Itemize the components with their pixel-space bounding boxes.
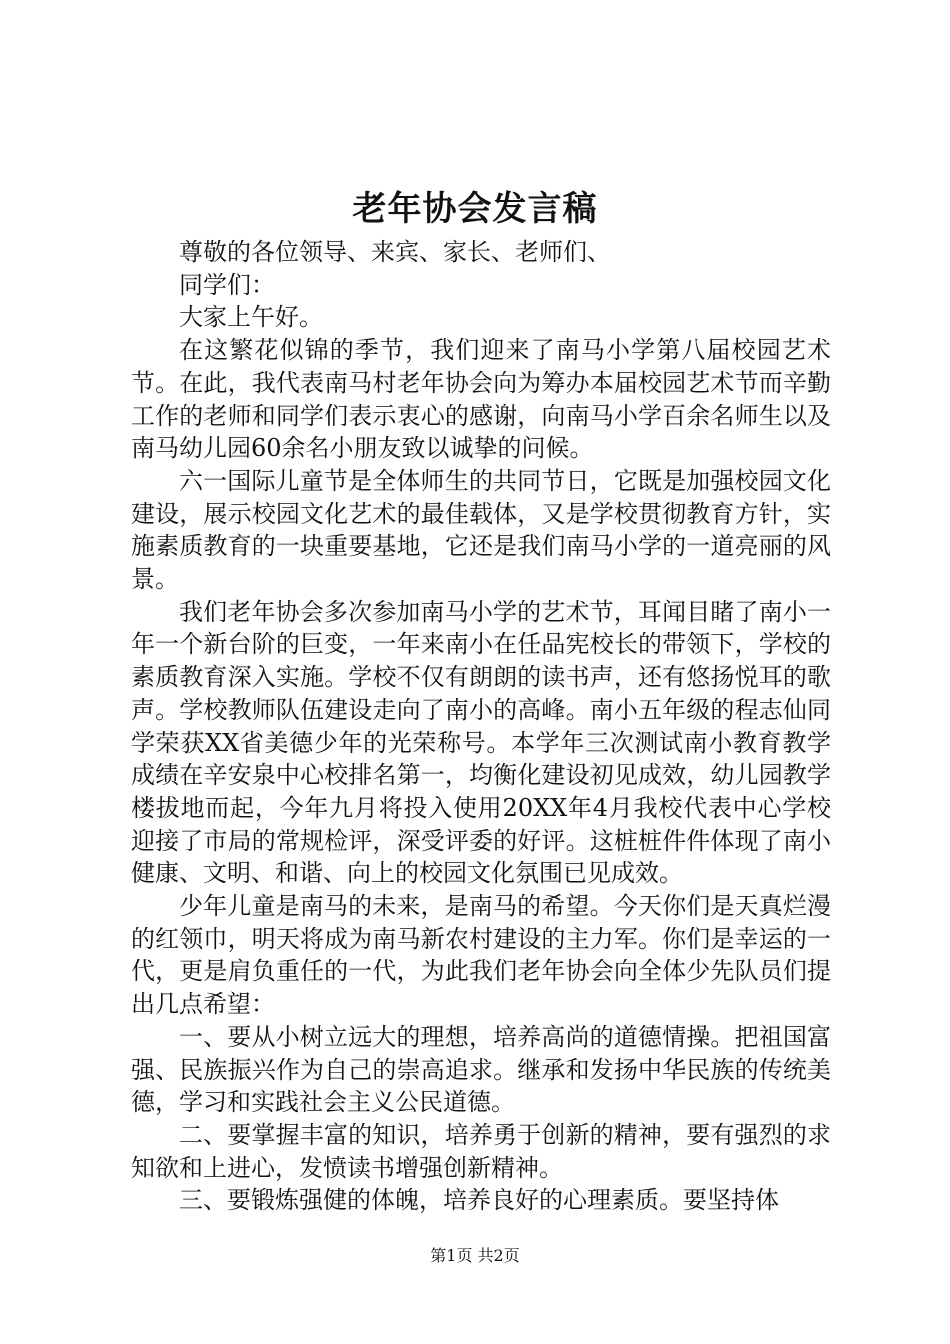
- document-title: 老年协会发言稿: [352, 189, 598, 229]
- body-paragraph: 在这繁花似锦的季节，我们迎来了南马小学第八届校园艺术节。在此，我代表南马村老年协会向为筹办本届校园艺术节而辛勤工作的老师和同学们表示衷心的感谢，向南马小学百余名师生以及南马幼儿园60余名小朋友致以诚挚的问候。: [131, 336, 831, 463]
- body-paragraph: 六一国际儿童节是全体师生的共同节日，它既是加强校园文化建设，展示校园文化艺术的最佳载体，又是学校贯彻教育方针，实施素质教育的一块重要基地，它还是我们南马小学的一道亮丽的风景。: [131, 466, 831, 594]
- salutation-line: 尊敬的各位领导、来宾、家长、老师们、: [179, 238, 611, 266]
- salutation-line: 同学们：: [179, 270, 275, 299]
- document-body: [131, 236, 831, 1217]
- hope-item-2: 二、要掌握丰富的知识，培养勇于创新的精神，要有强烈的求知欲和上进心，发愤读书增强创新精神。: [131, 1120, 831, 1182]
- page-number-footer: 第1页 共2页: [430, 1246, 520, 1265]
- body-paragraph: 我们老年协会多次参加南马小学的艺术节，耳闻目睹了南小一年一个新台阶的巨变，一年来南小在任品宪校长的带领下，学校的素质教育深入实施。学校不仅有朗朗的读书声，还有悠扬悦耳的歌声。学校教师队伍建设走向了南小的高峰。南小五年级的程志仙同学荣获XX省美德少年的光荣称号。本学年三次测试南小教育教学成绩在辛安泉中心校排名第一，均衡化建设初见成效，幼儿园教学楼拔地而起，今年九月将投入使用20XX年4月我校代表中心学校迎接了市局的常规检评，深受评委的好评。这桩桩件件体现了南小健康、文明、和谐、向上的校园文化氛围已见成效。: [131, 597, 831, 888]
- greeting-line: 大家上午好。: [179, 303, 323, 332]
- hope-item-1: 一、要从小树立远大的理想，培养高尚的道德情操。把祖国富强、民族振兴作为自己的崇高追求。继承和发扬中华民族的传统美德，学习和实践社会主义公民道德。: [131, 1022, 831, 1117]
- body-paragraph: 少年儿童是南马的未来，是南马的希望。今天你们是天真烂漫的红领巾，明天将成为南马新农村建设的主力军。你们是幸运的一代，更是肩负重任的一代，为此我们老年协会向全体少先队员们提出几点希望：: [131, 892, 831, 1019]
- hope-item-3: 三、要锻炼强健的体魄，培养良好的心理素质。要坚持体: [179, 1186, 779, 1215]
